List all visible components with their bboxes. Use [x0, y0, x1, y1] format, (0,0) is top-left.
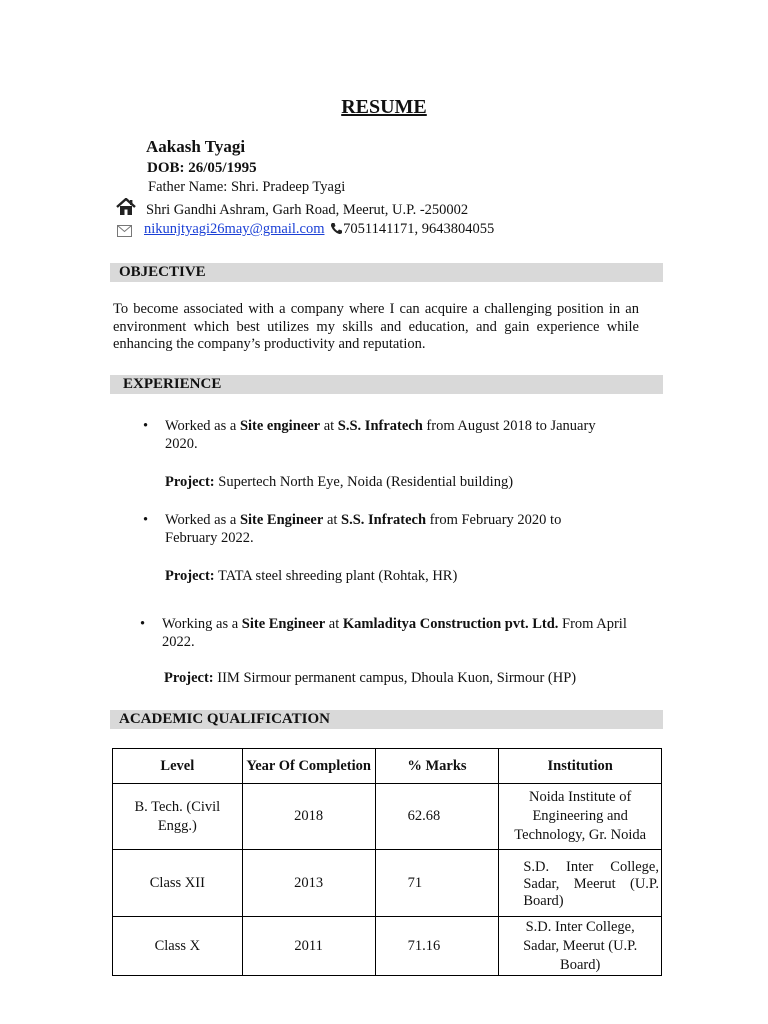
- experience-heading: EXPERIENCE: [123, 376, 222, 392]
- cell-marks: 62.68: [375, 784, 499, 850]
- project-label: Project:: [165, 568, 215, 584]
- bullet: •: [143, 418, 149, 434]
- academic-heading: ACADEMIC QUALIFICATION: [119, 711, 330, 727]
- project-label: Project:: [164, 670, 214, 686]
- phone-numbers: 7051141171, 9643804055: [343, 221, 495, 237]
- cell-level: B. Tech. (Civil Engg.): [113, 784, 243, 850]
- academic-table: [112, 748, 662, 976]
- experience-period: from August 2018 to January 2020.: [165, 418, 596, 452]
- experience-prefix: Working as a: [162, 616, 242, 632]
- project-line-3: [164, 669, 576, 687]
- candidate-name: Aakash Tyagi: [146, 137, 246, 156]
- experience-at: at: [323, 512, 342, 528]
- experience-role: Site Engineer: [239, 512, 324, 528]
- column-header-year: Year Of Completion: [242, 749, 375, 784]
- table-row: [113, 917, 662, 976]
- address: Shri Gandhi Ashram, Garh Road, Meerut, U.P. -250002: [146, 202, 469, 218]
- resume-title: RESUME: [341, 96, 427, 118]
- cell-institution: S.D. Inter College, Sadar, Meerut (U.P. Board): [499, 850, 662, 917]
- cell-marks: 71: [375, 850, 499, 917]
- column-header-marks: % Marks: [375, 749, 499, 784]
- cell-institution: Noida Institute of Engineering and Technology, Gr. Noida: [499, 784, 662, 850]
- experience-company: S.S. Infratech: [337, 418, 423, 434]
- cell-institution: S.D. Inter College, Sadar, Meerut (U.P. Board): [499, 917, 662, 976]
- father-name: Father Name: Shri. Pradeep Tyagi: [148, 179, 346, 195]
- experience-period: from February 2020 to February 2022.: [165, 512, 562, 546]
- experience-prefix: Worked as a: [165, 418, 240, 434]
- experience-at: at: [325, 616, 343, 632]
- cell-level: Class XII: [113, 850, 243, 917]
- objective-heading-band: [110, 263, 663, 282]
- experience-prefix: Worked as a: [165, 512, 240, 528]
- objective-heading: OBJECTIVE: [119, 264, 206, 280]
- cell-year: 2018: [242, 784, 375, 850]
- experience-company: S.S. Infratech: [341, 512, 427, 528]
- academic-heading-band: [110, 710, 663, 729]
- phone-icon: [330, 222, 343, 240]
- experience-role: Site engineer: [239, 418, 321, 434]
- experience-company: Kamladitya Construction pvt. Ltd.: [342, 616, 559, 632]
- cell-marks: 71.16: [375, 917, 499, 976]
- objective-text: To become associated with a company where I can acquire a challenging position in an environment which best utilizes my skills and education, and gain experience while enhancing the company’s productivity and reputation.: [113, 301, 639, 352]
- experience-item-1: [165, 417, 625, 453]
- experience-period: From April 2022.: [162, 616, 627, 650]
- table-header-row: [113, 749, 662, 784]
- experience-at: at: [320, 418, 338, 434]
- project-line-1: [165, 473, 513, 491]
- home-icon: [116, 198, 136, 221]
- table-row: [113, 850, 662, 917]
- cell-year: 2013: [242, 850, 375, 917]
- project-text: Supertech North Eye, Noida (Residential building): [214, 474, 514, 490]
- project-line-2: [165, 567, 457, 585]
- project-label: Project:: [165, 474, 215, 490]
- mail-icon: [117, 224, 132, 242]
- experience-item-2: [165, 511, 595, 547]
- column-header-institution: Institution: [499, 749, 662, 784]
- project-text: TATA steel shreeding plant (Rohtak, HR): [214, 568, 458, 584]
- date-of-birth: DOB: 26/05/1995: [147, 160, 257, 176]
- table-row: [113, 784, 662, 850]
- bullet: •: [143, 512, 149, 528]
- experience-role: Site Engineer: [241, 616, 326, 632]
- column-header-level: Level: [113, 749, 243, 784]
- bullet: •: [140, 616, 146, 632]
- project-text: IIM Sirmour permanent campus, Dhoula Kuon, Sirmour (HP): [213, 670, 577, 686]
- cell-level: Class X: [113, 917, 243, 976]
- cell-year: 2011: [242, 917, 375, 976]
- email-link[interactable]: nikunjtyagi26may@gmail.com: [144, 221, 325, 237]
- experience-heading-band: [110, 375, 663, 394]
- experience-item-3: [162, 615, 657, 651]
